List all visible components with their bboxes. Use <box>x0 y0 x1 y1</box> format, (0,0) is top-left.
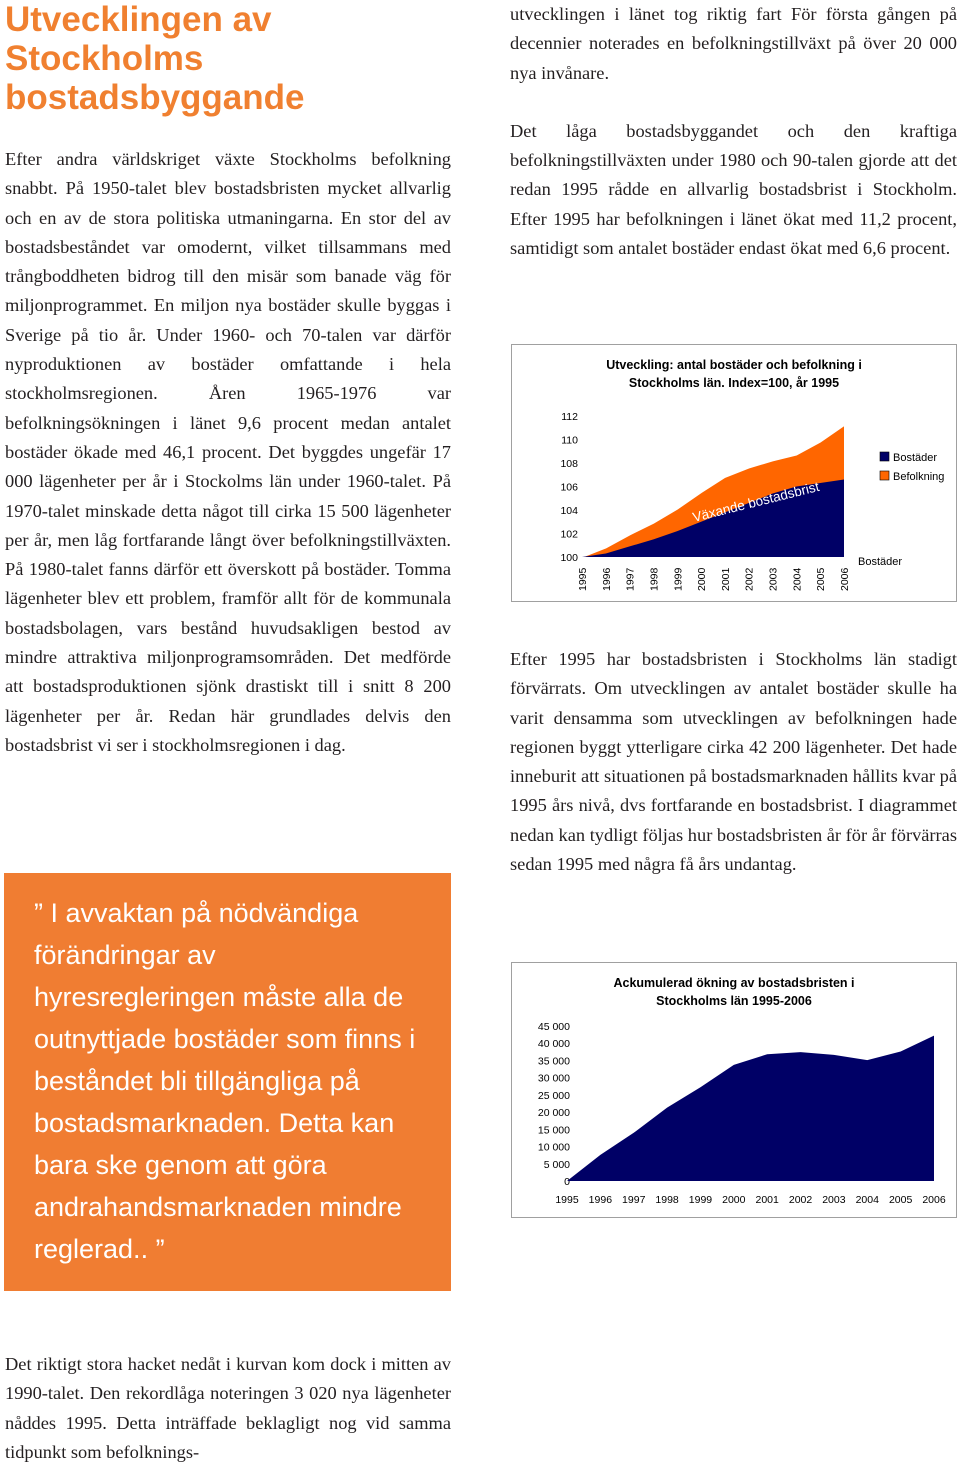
y-tick-label: 40 000 <box>537 1038 570 1051</box>
title-line: bostadsbyggande <box>5 78 305 117</box>
x-tick-label: 2006 <box>839 567 851 591</box>
series-area <box>567 1036 934 1181</box>
x-tick-label: 1996 <box>600 567 613 591</box>
left-bottom-text <box>5 1350 451 1467</box>
x-tick-label: 1998 <box>648 567 661 591</box>
y-tick-label: 0 <box>564 1176 570 1188</box>
paragraph: Efter 1995 har bostadsbristen i Stockholms län stadigt förvärrats. Om utvecklingen av antalet bostäder skulle ha varit densamma som utvecklingen av befolkningen hade regionen byggt ytterligare cirka 42 200 lägenheter. Det hade inneburit att situationen på bostadsmarknaden hållits kvar på 1995 års nivå, dvs fortfarande en bostadsbrist. I diagrammet nedan kan tydligt följas hur bostadsbristen år för år förvärras sedan 1995 med några få års undantag. <box>510 649 957 875</box>
article-title <box>5 0 445 117</box>
right-mid-text <box>510 645 957 879</box>
y-tick-label: 106 <box>560 481 578 494</box>
title-line: Utvecklingen av <box>5 0 272 39</box>
x-tick-label: 2002 <box>743 567 756 591</box>
chart-title: Stockholms län. Index=100, år 1995 <box>628 376 840 390</box>
x-tick-label: 1995 <box>555 1194 579 1206</box>
y-tick-label: 112 <box>561 411 578 423</box>
y-tick-label: 30 000 <box>537 1072 570 1085</box>
y-tick-label: 108 <box>560 458 578 470</box>
x-tick-label: 2001 <box>719 567 732 591</box>
x-tick-label: 2006 <box>922 1194 946 1206</box>
x-tick-label: 1997 <box>624 567 637 591</box>
x-tick-label: 2005 <box>815 567 828 591</box>
accumulated-chart-svg <box>512 963 956 1217</box>
y-tick-label: 45 000 <box>537 1021 570 1033</box>
index-chart-svg <box>512 345 956 601</box>
x-tick-label: 2003 <box>767 567 780 591</box>
x-tick-label: 2003 <box>822 1194 846 1206</box>
chart-title: Stockholms län 1995-2006 <box>656 994 812 1008</box>
chart-title: Ackumulerad ökning av bostadsbristen i <box>613 976 855 990</box>
right-top-text <box>510 0 957 263</box>
x-tick-label: 2004 <box>791 567 804 591</box>
chart-annotation: Växande bostadsbrist <box>691 478 821 525</box>
x-tick-label: 2002 <box>788 1194 813 1206</box>
y-tick-label: 110 <box>561 434 578 447</box>
y-tick-label: 104 <box>560 505 578 517</box>
y-tick-label: 100 <box>560 552 578 564</box>
title-line: Stockholms <box>5 39 204 78</box>
chart-title: Utveckling: antal bostäder och befolkning i <box>606 358 862 372</box>
y-tick-label: 102 <box>560 528 578 541</box>
y-tick-label: 35 000 <box>537 1055 570 1068</box>
y-tick-label: 10 000 <box>537 1141 570 1154</box>
x-tick-label: 1996 <box>588 1194 613 1206</box>
x-tick-label: 1999 <box>688 1194 713 1206</box>
paragraph: Efter andra världskriget växte Stockholms befolkning snabbt. På 1950-talet blev bostadsbristen mycket allvarlig och en av de stora politiska utmaningarna. En stor del av bostadsbeståndet var omodernt, vilket tillsammans med trångboddheten bidrog till den misär som banade väg för miljonprogrammet. En miljon nya bostäder skulle byggas i Sverige på tio år. Under 1960- och 70-talen var därför nyproduktionen av bostäder omfattande i hela stockholmsregionen. Åren 1965-1976 var befolkningsökningen i länet 9,6 procent medan antalet bostäder ökade med 46,1 procent. Det byggdes ungefär 17 000 lägenheter per år i Stockolms län under 1960-talet. På 1970-talet minskade detta något till cirka 15 500 lägenheter per år, men låg fortfarande långt över befolkningstillväxten. På 1980-talet fanns därför ett överskott på bostäder. Tomma lägenheter blev ett problem, framför allt för de kommunala bostadsbolagen, vars bestånd huvudsakligen bestod av mindre attraktiva miljonprogramsområden. Det medförde att bostadsproduktionen sjönk drastiskt till i snitt 8 200 lägenheter per år. Redan här grundlades delvis den bostadsbrist vi ser i stockholmsregionen i dag. <box>5 149 451 755</box>
x-tick-label: 1998 <box>655 1194 679 1206</box>
left-intro-text <box>5 145 451 760</box>
x-tick-label: 2005 <box>888 1194 913 1206</box>
accumulated-chart <box>511 962 957 1218</box>
x-tick-label: 1995 <box>577 567 589 591</box>
x-tick-label: 2004 <box>855 1194 879 1206</box>
legend-swatch <box>880 471 889 480</box>
legend-label: Befolkning <box>893 471 945 483</box>
pull-quote: ” I avvaktan på nödvändiga förändringar av hyresregleringen måste alla de outnyttjade bostäder som finns i beståndet bli tillgängliga på bostadsmarknaden. Detta kan bara ske genom att göra andrahandsmarknaden mindre reglerad.. ” <box>34 898 416 1264</box>
y-tick-label: 20 000 <box>537 1107 570 1120</box>
y-tick-label: 15 000 <box>537 1124 570 1137</box>
paragraph: utvecklingen i länet tog riktig fart För första gången på decennier noterades en befolkningstillväxt på över 20 000 nya invånare. <box>510 4 957 83</box>
y-tick-label: 25 000 <box>537 1089 570 1102</box>
axis-series-label: Bostäder <box>858 556 903 568</box>
x-tick-label: 1997 <box>622 1194 646 1206</box>
y-tick-label: 5 000 <box>543 1158 570 1171</box>
index-chart <box>511 344 957 602</box>
x-tick-label: 2000 <box>722 1194 746 1206</box>
paragraph: Det riktigt stora hacket nedåt i kurvan kom dock i mitten av 1990-talet. Den rekordlåga noteringen 3 020 nya lägenheter nåddes 1995. Detta inträffade beklagligt nog vid samma tidpunkt som befolknings- <box>5 1354 451 1462</box>
paragraph: Det låga bostadsbyggandet och den kraftiga befolkningstillväxten under 1980 och 90-talen gjorde att det redan 1995 rådde en allvarlig bostadsbrist i Stockholm. Efter 1995 har befolkningen i länet ökat med 11,2 procent, samtidigt som antalet bostäder endast ökat med 6,6 procent. <box>510 120 957 259</box>
x-tick-label: 1999 <box>672 567 685 591</box>
legend-swatch <box>880 452 889 461</box>
x-tick-label: 2000 <box>696 567 709 591</box>
legend-label: Bostäder <box>893 452 938 464</box>
x-tick-label: 2001 <box>755 1194 779 1206</box>
